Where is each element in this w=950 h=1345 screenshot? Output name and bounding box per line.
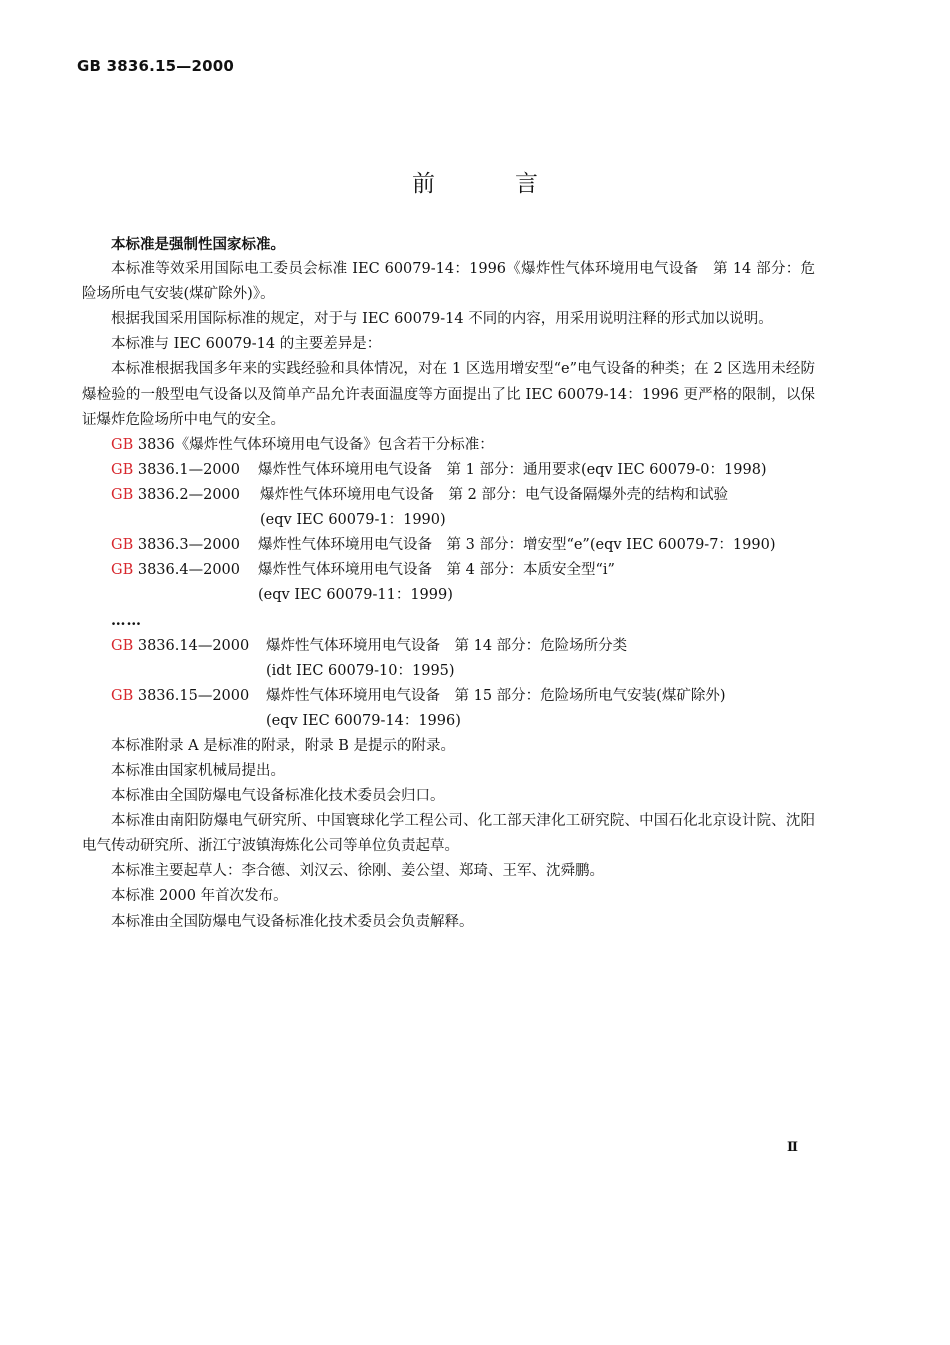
foreword-body bbox=[82, 232, 815, 935]
standard-description: 爆炸性气体环境用电气设备 第 4 部分：本质安全型“i” bbox=[258, 562, 615, 579]
standard-item bbox=[82, 458, 815, 483]
standard-code-number: 3836.15—2000 bbox=[133, 687, 250, 704]
standard-description: 爆炸性气体环境用电气设备 第 14 部分：危险场所分类 bbox=[266, 637, 628, 654]
paragraph-proposed-by: 本标准由国家机械局提出。 bbox=[111, 762, 285, 779]
gb-prefix: GB bbox=[111, 637, 134, 654]
gb-prefix: GB bbox=[111, 537, 134, 554]
paragraph-series-intro bbox=[82, 433, 815, 458]
standard-reference: (eqv IEC 60079-1：1990) bbox=[260, 512, 446, 529]
standard-item bbox=[82, 634, 815, 684]
standard-reference: (eqv IEC 60079-11：1999) bbox=[258, 587, 453, 604]
gb-prefix: GB bbox=[111, 562, 134, 579]
standard-item bbox=[82, 483, 815, 533]
standard-code bbox=[111, 634, 249, 659]
paragraph-differences-intro: 本标准与 IEC 60079-14 的主要差异是： bbox=[111, 336, 382, 353]
standard-code bbox=[111, 533, 240, 558]
document-number-header: GB 3836.15—2000 bbox=[77, 57, 235, 75]
gb-prefix: GB bbox=[111, 687, 134, 704]
standard-reference: (eqv IEC 60079-14：1996) bbox=[266, 712, 461, 729]
page-title bbox=[0, 165, 950, 198]
standard-item bbox=[82, 533, 815, 558]
standard-item bbox=[82, 684, 815, 734]
standard-description: 爆炸性气体环境用电气设备 第 1 部分：通用要求(eqv IEC 60079-0：1998) bbox=[258, 461, 767, 478]
standard-description: 爆炸性气体环境用电气设备 第 2 部分：电气设备隔爆外壳的结构和试验 bbox=[260, 486, 728, 503]
gb-prefix: GB bbox=[111, 461, 134, 478]
page-number: Ⅱ bbox=[787, 1140, 797, 1155]
paragraph-first-release: 本标准 2000 年首次发布。 bbox=[111, 888, 288, 905]
paragraph-interpretation: 本标准由全国防爆电气设备标准化技术委员会负责解释。 bbox=[111, 913, 474, 930]
paragraph-differences: 本标准根据我国多年来的实践经验和具体情况，对在 1 区选用增安型“e”电气设备的种类；在 2 区选用未经防爆检验的一般型电气设备以及简单产品允许表面温度等方面提出了比 IEC 60079-14：1996 更严格的限制，以保证爆炸危险场所中电气的安全。 bbox=[82, 361, 815, 428]
page-title-part1: 前 bbox=[412, 171, 435, 197]
standard-code-number: 3836.14—2000 bbox=[133, 637, 250, 654]
standard-item bbox=[82, 558, 815, 608]
standard-code-number: 3836.3—2000 bbox=[133, 537, 240, 554]
paragraph-mandatory: 本标准是强制性国家标准。 bbox=[111, 236, 285, 253]
paragraph-adoption-note: 根据我国采用国际标准的规定，对于与 IEC 60079-14 不同的内容，用采用说明注释的形式加以说明。 bbox=[111, 311, 773, 328]
paragraph-drafting-units: 本标准由南阳防爆电气研究所、中国寰球化学工程公司、化工部天津化工研究院、中国石化北京设计院、沈阳电气传动研究所、浙江宁波镇海炼化公司等单位负责起草。 bbox=[82, 813, 815, 855]
standard-code bbox=[111, 458, 240, 483]
standard-code-number: 3836.2—2000 bbox=[133, 486, 240, 503]
standard-code bbox=[111, 684, 249, 709]
standard-description: 爆炸性气体环境用电气设备 第 3 部分：增安型“e”(eqv IEC 60079-7：1990) bbox=[258, 537, 776, 554]
paragraph-drafters: 本标准主要起草人：李合德、刘汉云、徐刚、姜公望、郑琦、王军、沈舜鹏。 bbox=[111, 863, 604, 880]
paragraph-equivalence: 本标准等效采用国际电工委员会标准 IEC 60079-14：1996《爆炸性气体环境用电气设备 第 14 部分：危险场所电气安装(煤矿除外)》。 bbox=[82, 261, 815, 303]
gb-prefix: GB bbox=[111, 486, 134, 503]
standard-description: 爆炸性气体环境用电气设备 第 15 部分：危险场所电气安装(煤矿除外) bbox=[266, 687, 726, 704]
standard-code-number: 3836.4—2000 bbox=[133, 562, 240, 579]
ellipsis: …… bbox=[111, 612, 142, 630]
paragraph-administered-by: 本标准由全国防爆电气设备标准化技术委员会归口。 bbox=[111, 788, 445, 805]
standard-reference: (idt IEC 60079-10：1995) bbox=[266, 662, 455, 679]
standard-code bbox=[111, 483, 240, 508]
page-title-part2: 言 bbox=[515, 171, 538, 197]
standard-code bbox=[111, 558, 240, 583]
paragraph-annexes: 本标准附录 A 是标准的附录，附录 B 是提示的附录。 bbox=[111, 737, 456, 754]
series-intro-text: 3836《爆炸性气体环境用电气设备》包含若干分标准： bbox=[133, 436, 494, 453]
gb-prefix: GB bbox=[111, 436, 134, 453]
standard-code-number: 3836.1—2000 bbox=[133, 461, 240, 478]
